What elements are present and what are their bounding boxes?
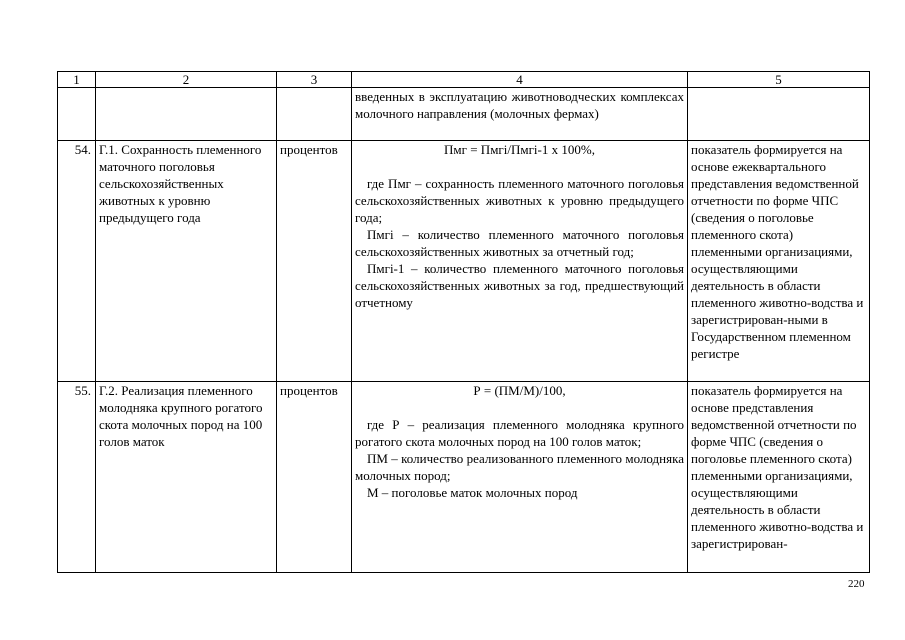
method-paragraph: введенных в эксплуатацию животноводческих комплексах молочного направления (молочных фермах) bbox=[355, 89, 684, 121]
unit-cell: процентов bbox=[277, 141, 352, 382]
row-number bbox=[58, 88, 96, 141]
table-row bbox=[58, 141, 870, 382]
row-number: 54. bbox=[58, 141, 96, 382]
formula: Пмг = Пмгi/Пмгi-1 x 100%, bbox=[444, 142, 595, 157]
formula: Р = (ПМ/М)/100, bbox=[473, 383, 566, 398]
header-col-3: 3 bbox=[277, 72, 352, 88]
method-paragraph: ПМ – количество реализованного племенного молодняка молочных пород; bbox=[355, 451, 684, 483]
header-col-5: 5 bbox=[688, 72, 870, 88]
row-number: 55. bbox=[58, 382, 96, 573]
indicator-name: Г.1. Сохранность племенного маточного поголовья сельскохозяйственных животных к уровню предыдущего года bbox=[96, 141, 277, 382]
method-cell bbox=[352, 88, 688, 141]
method-cell bbox=[352, 382, 688, 573]
method-paragraph: Пмгi-1 – количество племенного маточного поголовья сельскохозяйственных животных за год, предшествующий отчетному bbox=[355, 261, 684, 310]
header-row bbox=[58, 72, 870, 88]
method-cell bbox=[352, 141, 688, 382]
source-cell bbox=[688, 88, 870, 141]
source-cell: показатель формируется на основе ежеквартального представления ведомственной отчетности по форме ЧПС (сведения о поголовье племенного скота) племенными организациями, осуществляющими деятельность в области племенного животно-водства и зарегистрирован-ными в Государственном племенном регистре bbox=[688, 141, 870, 382]
header-col-4: 4 bbox=[352, 72, 688, 88]
unit-cell bbox=[277, 88, 352, 141]
source-cell: показатель формируется на основе представления ведомственной отчетности по форме ЧПС (сведения о поголовье племенного скота) племенными организациями, осуществляющими деятельность в области племенного животно-водства и зарегистрирован- bbox=[688, 382, 870, 573]
header-col-2: 2 bbox=[96, 72, 277, 88]
table-row bbox=[58, 382, 870, 573]
method-paragraph: М – поголовье маток молочных пород bbox=[367, 485, 578, 500]
method-paragraph: где Пмг – сохранность племенного маточного поголовья сельскохозяйственных животных к уровню предыдущего года; bbox=[355, 176, 684, 225]
method-paragraph: Пмгi – количество племенного маточного поголовья сельскохозяйственных животных за отчетный год; bbox=[355, 227, 684, 259]
header-col-1: 1 bbox=[58, 72, 96, 88]
table-row bbox=[58, 88, 870, 141]
page-number: 220 bbox=[848, 578, 865, 590]
method-paragraph: где Р – реализация племенного молодняка крупного рогатого скота молочных пород на 100 голов маток; bbox=[355, 417, 684, 449]
document-table bbox=[57, 71, 870, 573]
indicator-name bbox=[96, 88, 277, 141]
unit-cell: процентов bbox=[277, 382, 352, 573]
indicator-name: Г.2. Реализация племенного молодняка крупного рогатого скота молочных пород на 100 голов маток bbox=[96, 382, 277, 573]
